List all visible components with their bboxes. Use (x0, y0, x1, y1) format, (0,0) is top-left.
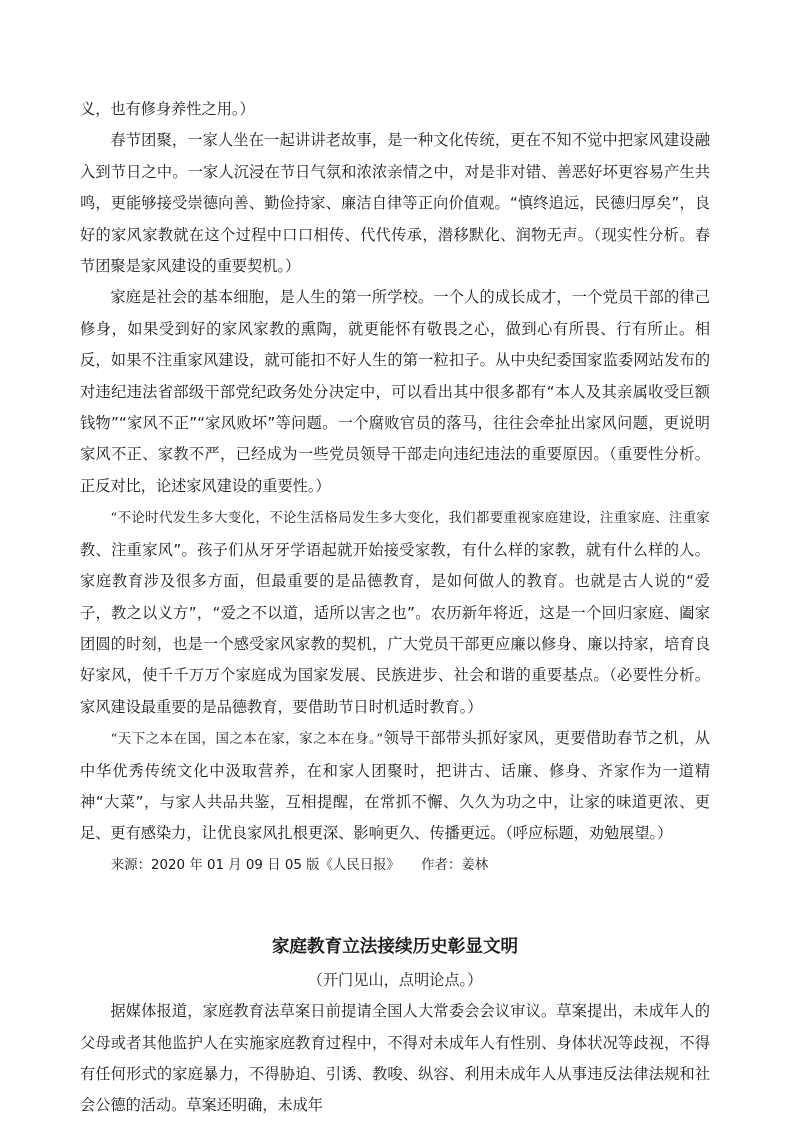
paragraph-leaders-family-text: 领导干部带头抓好家风，更要借助春节之机，从中华优秀传统文化中汲取营养，在和家人团聚时，把讲古、话廉、修身、齐家作为一道精神“大菜”，与家人共品共鉴，互相提醒，在常抓不懈、久久为功之中，让家的味道更浓、更足、更有感染力，让优良家风扎根更深、影响更久、传播更远。（呼应标题，劝勉展望。） (80, 729, 710, 843)
paragraph-moral-education (80, 502, 710, 723)
document-page (80, 94, 710, 1122)
quote-world-nation-family: “天下之本在国，国之本在家，家之本在身。” (110, 732, 384, 748)
paragraph-leaders-family (80, 723, 710, 850)
paragraph-family-cell: 家庭是社会的基本细胞，是人生的第一所学校。一个人的成长成才，一个党员干部的律己修身，如果受到好的家风家教的熏陶，就更能怀有敬畏之心，做到心有所畏、行有所止。相反，如果不注重家风建设，就可能扣不好人生的第一粒扣子。从中央纪委国家监委网站发布的对违纪违法省部级干部党纪政务处分决定中，可以看出其中很多都有“本人及其亲属收受巨额钱物”“家风不正”“家风败坏”等问题。一个腐败官员的落马，往往会牵扯出家风问题，更说明家风不正、家教不严，已经成为一些党员领导干部走向违纪违法的重要原因。（重要性分析。正反对比，论述家风建设的重要性。） (80, 288, 710, 495)
article-title: 家庭教育立法接续历史彰显文明 (271, 936, 519, 958)
paragraph-legislation: 据媒体报道，家庭教育法草案日前提请全国人大常委会会议审议。草案提出，未成年人的父母或者其他监护人在实施家庭教育过程中，不得对未成年人有性别、身体状况等歧视，不得有任何形式的家庭暴力，不得胁迫、引诱、教唆、纵容、利用未成年人从事违反法律法规和社会公德的活动。草案还明确，未成年 (80, 1002, 710, 1115)
quote-family-building: “不论时代发生多大变化，不论生活格局发生多大变化，我们都要重视家庭建设，注重家庭、注重家 (110, 511, 710, 527)
paragraph-continuation: 义，也有修身养性之用。） (80, 100, 255, 118)
paragraph-moral-education-text: 教、注重家风”。孩子们从牙牙学语起就开始接受家教，有什么样的家教，就有什么样的人。家庭教育涉及很多方面，但最重要的是品德教育，是如何做人的教育。也就是古人说的“爱子，教之以义方”，“爱之不以道，适所以害之也”。农历新年将近，这是一个回归家庭、阖家团圆的时刻，也是一个感受家风家教的契机，广大党员干部更应廉以修身、廉以持家，培育良好家风，使千千万万个家庭成为国家发展、民族进步、社会和谐的重要基点。（必要性分析。家风建设最重要的是品德教育，要借助节日时机适时教育。） (80, 540, 710, 716)
article-subnote: （开门见山，点明论点。） (307, 971, 483, 990)
source-line: 来源：2020 年 01 月 09 日 05 版《人民日报》 作者：姜林 (110, 857, 489, 873)
paragraph-spring-reunion: 春节团聚，一家人坐在一起讲讲老故事，是一种文化传统，更在不知不觉中把家风建设融入到节日之中。一家人沉浸在节日气氛和浓浓亲情之中，对是非对错、善恶好坏更容易产生共鸣，更能够接受崇德向善、勤俭持家、廉洁自律等正向价值观。“慎终追远，民德归厚矣”，良好的家风家教就在这个过程中口口相传、代代传承，潜移默化、润物无声。（现实性分析。春节团聚是家风建设的重要契机。） (80, 131, 710, 276)
